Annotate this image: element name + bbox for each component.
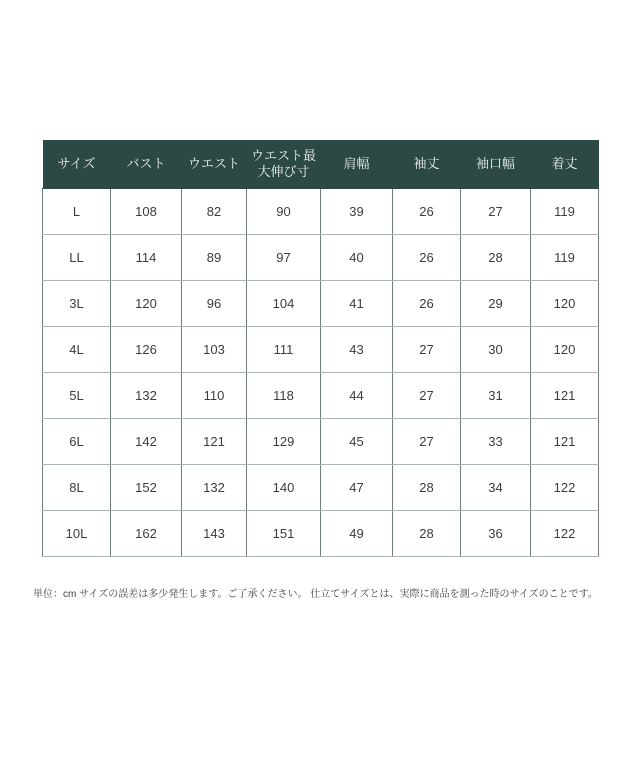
table-row — [43, 511, 599, 557]
header-cuff-width: 袖口幅 — [461, 140, 531, 189]
value-cell: 121 — [182, 419, 247, 465]
value-cell: 28 — [393, 511, 461, 557]
value-cell: 36 — [461, 511, 531, 557]
value-cell: 119 — [531, 189, 599, 235]
table-body — [43, 189, 599, 557]
table-row — [43, 327, 599, 373]
header-body-length: 着丈 — [531, 140, 599, 189]
value-cell: 47 — [321, 465, 393, 511]
value-cell: 41 — [321, 281, 393, 327]
header-sleeve-length: 袖丈 — [393, 140, 461, 189]
value-cell: 132 — [111, 373, 182, 419]
value-cell: 129 — [247, 419, 321, 465]
footnote: 単位：cm サイズの誤差は多少発生します。ご了承ください。 仕立てサイズとは、実際に商品を測った時のサイズのことです。 — [33, 589, 598, 600]
value-cell: 126 — [111, 327, 182, 373]
value-cell: 43 — [321, 327, 393, 373]
value-cell: 143 — [182, 511, 247, 557]
value-cell: 132 — [182, 465, 247, 511]
value-cell: 111 — [247, 327, 321, 373]
value-cell: 82 — [182, 189, 247, 235]
size-cell: 10L — [43, 511, 111, 557]
header-row — [43, 140, 599, 189]
value-cell: 96 — [182, 281, 247, 327]
size-cell: L — [43, 189, 111, 235]
size-chart-table — [42, 140, 599, 557]
table-row — [43, 465, 599, 511]
value-cell: 152 — [111, 465, 182, 511]
table-row — [43, 235, 599, 281]
value-cell: 27 — [393, 419, 461, 465]
value-cell: 27 — [393, 373, 461, 419]
header-shoulder: 肩幅 — [321, 140, 393, 189]
value-cell: 162 — [111, 511, 182, 557]
value-cell: 45 — [321, 419, 393, 465]
value-cell: 90 — [247, 189, 321, 235]
table-row — [43, 189, 599, 235]
value-cell: 28 — [393, 465, 461, 511]
value-cell: 122 — [531, 465, 599, 511]
value-cell: 26 — [393, 281, 461, 327]
size-cell: 5L — [43, 373, 111, 419]
value-cell: 97 — [247, 235, 321, 281]
size-cell: 4L — [43, 327, 111, 373]
size-cell: 6L — [43, 419, 111, 465]
value-cell: 40 — [321, 235, 393, 281]
value-cell: 151 — [247, 511, 321, 557]
header-bust: バスト — [111, 140, 182, 189]
size-cell: LL — [43, 235, 111, 281]
value-cell: 49 — [321, 511, 393, 557]
value-cell: 44 — [321, 373, 393, 419]
value-cell: 104 — [247, 281, 321, 327]
value-cell: 30 — [461, 327, 531, 373]
header-size: サイズ — [43, 140, 111, 189]
value-cell: 26 — [393, 235, 461, 281]
table-row — [43, 419, 599, 465]
value-cell: 121 — [531, 373, 599, 419]
value-cell: 120 — [531, 281, 599, 327]
header-waist: ウエスト — [182, 140, 247, 189]
value-cell: 120 — [111, 281, 182, 327]
value-cell: 28 — [461, 235, 531, 281]
value-cell: 142 — [111, 419, 182, 465]
value-cell: 31 — [461, 373, 531, 419]
value-cell: 34 — [461, 465, 531, 511]
value-cell: 140 — [247, 465, 321, 511]
header-waist-stretch: ウエスト最大伸び寸 — [247, 140, 321, 189]
value-cell: 33 — [461, 419, 531, 465]
value-cell: 119 — [531, 235, 599, 281]
value-cell: 114 — [111, 235, 182, 281]
value-cell: 89 — [182, 235, 247, 281]
value-cell: 121 — [531, 419, 599, 465]
value-cell: 122 — [531, 511, 599, 557]
table-row — [43, 281, 599, 327]
value-cell: 29 — [461, 281, 531, 327]
table-row — [43, 373, 599, 419]
value-cell: 26 — [393, 189, 461, 235]
value-cell: 108 — [111, 189, 182, 235]
size-cell: 3L — [43, 281, 111, 327]
value-cell: 120 — [531, 327, 599, 373]
value-cell: 110 — [182, 373, 247, 419]
value-cell: 118 — [247, 373, 321, 419]
value-cell: 27 — [393, 327, 461, 373]
size-cell: 8L — [43, 465, 111, 511]
value-cell: 103 — [182, 327, 247, 373]
value-cell: 27 — [461, 189, 531, 235]
value-cell: 39 — [321, 189, 393, 235]
